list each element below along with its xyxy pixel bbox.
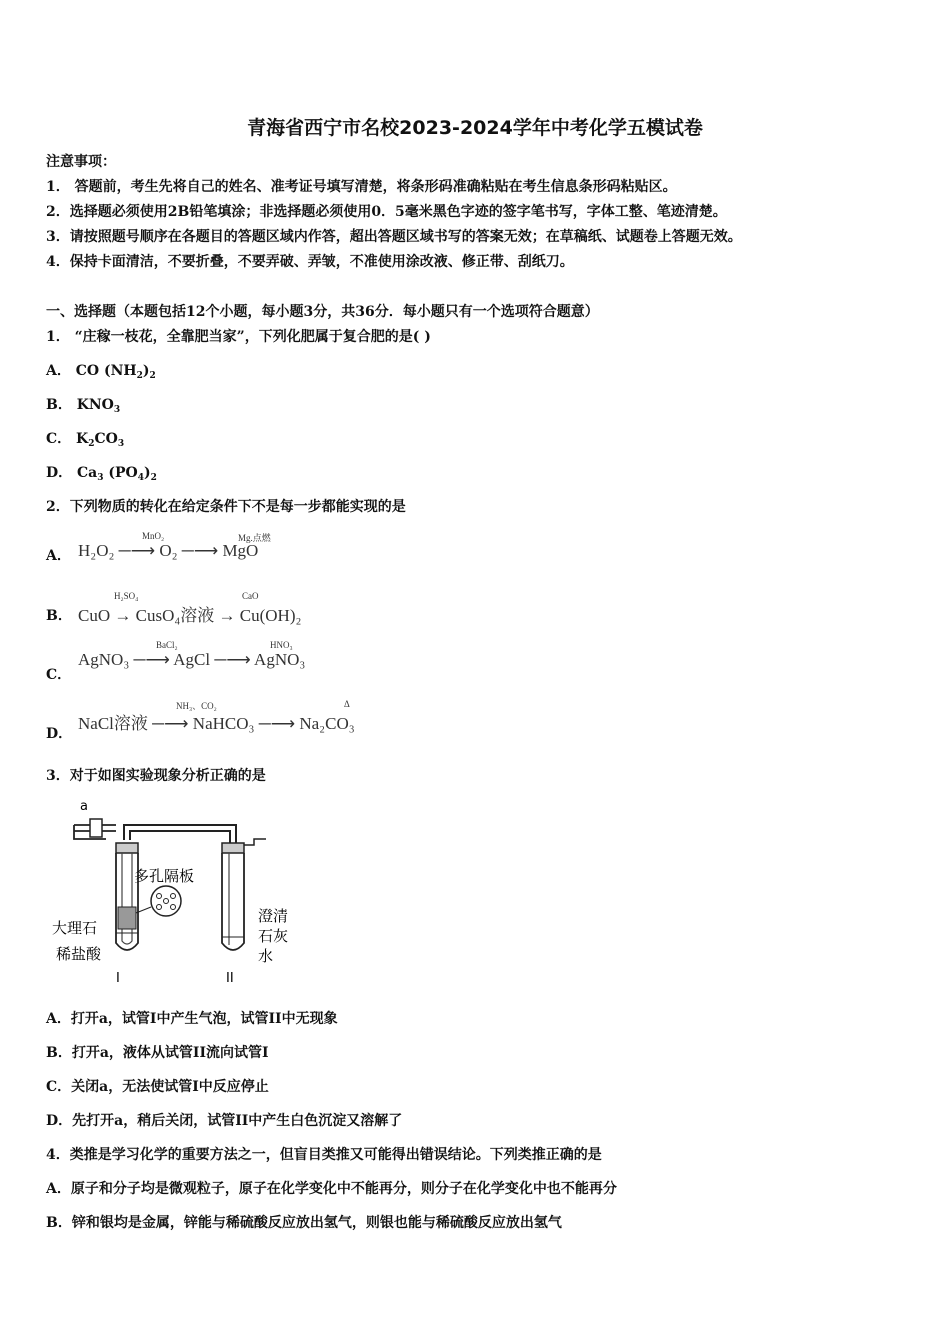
subscript: 2 [149, 371, 156, 381]
formula-part: (PO [103, 465, 138, 481]
q1-option-a [46, 362, 156, 385]
equation-text: NaCl溶液 ─⟶ NaHCO₃ ─⟶ Na₂CO₃ [78, 714, 355, 733]
marble-label: 大理石 [52, 919, 98, 937]
q4-option-b: B．锌和银均是金属，锌能与稀硫酸反应放出氢气，则银也能与稀硫酸反应放出氢气 [46, 1215, 562, 1231]
condition-1: NH₃、CO₂ [176, 701, 217, 711]
reaction-equation [78, 531, 271, 561]
option-label: C． [46, 667, 72, 683]
formula-part: Ca [77, 465, 98, 481]
option-label: B． [46, 608, 72, 624]
marble-pieces [118, 907, 136, 929]
subscript: 3 [117, 439, 125, 449]
notice-item-2: 2．选择题必须使用2B铅笔填涂；非选择题必须使用0．5毫米黑色字迹的签字笔书写，字体工整、笔迹清楚。 [46, 204, 727, 220]
porous-plate-zoom [151, 886, 181, 916]
tube-1-label: I [116, 971, 120, 986]
option-label: D． [46, 465, 73, 481]
equation-text: H₂O₂ ─⟶ O₂ ─⟶ MgO [78, 541, 259, 560]
formula-part: CO [94, 431, 118, 447]
equation-text: CuO → CusO₄溶液 → Cu(OH)₂ [78, 606, 302, 625]
q3-option-b: B．打开a，液体从试管II流向试管I [46, 1045, 269, 1061]
formula-part: K [76, 431, 89, 447]
lime-water-label-1: 澄清 [258, 907, 289, 925]
q1-option-d [46, 464, 157, 487]
subscript: 2 [136, 371, 143, 381]
tube-1-stopper [116, 843, 138, 853]
q2-stem: 2．下列物质的转化在给定条件下不是每一步都能实现的是 [46, 499, 406, 515]
option-label: A． [46, 548, 71, 564]
tube-2 [222, 853, 244, 950]
option-label: B． [46, 397, 72, 413]
subscript: 2 [88, 439, 95, 449]
condition-2: Mg.点燃 [238, 533, 271, 543]
section-heading: 一、选择题（本题包括12个小题，每小题3分，共36分．每小题只有一个选项符合题意） [46, 304, 599, 320]
option-label: A． [46, 363, 71, 379]
condition-1: MnO₂ [142, 531, 165, 541]
formula-part: ) [142, 363, 150, 379]
notice-item-1: 1． 答题前，考生先将自己的姓名、准考证号填写清楚，将条形码准确粘贴在考生信息条形码粘贴区。 [46, 179, 677, 195]
tube-2-stopper [222, 843, 244, 853]
condition-2: HNO₃ [270, 640, 293, 650]
q4-stem: 4．类推是学习化学的重要方法之一，但盲目类推又可能得出错误结论。下列类推正确的是 [46, 1147, 602, 1163]
q4-option-a: A．原子和分子均是微观粒子，原子在化学变化中不能再分，则分子在化学变化中也不能再分 [46, 1181, 617, 1197]
connecting-tube-inner [130, 831, 230, 843]
subscript: 3 [97, 473, 104, 483]
condition-2: CaO [242, 591, 259, 601]
notice-item-3: 3．请按照题号顺序在各题目的答题区域内作答，超出答题区域书写的答案无效；在草稿纸、试题卷上答题无效。 [46, 229, 742, 245]
lime-water-label-3: 水 [258, 947, 274, 965]
condition-1: H₂SO₄ [114, 591, 139, 601]
valve-clamp [90, 819, 102, 837]
subscript: 3 [113, 405, 121, 415]
connecting-tube [124, 825, 236, 843]
q3-option-c: C．关闭a，无法使试管I中反应停止 [46, 1079, 269, 1095]
formula-part: KNO [76, 397, 114, 413]
notice-heading: 注意事项： [46, 154, 116, 170]
q3-stem: 3．对于如图实验现象分析正确的是 [46, 768, 266, 784]
q3-option-d: D．先打开a，稍后关闭，试管II中产生白色沉淀又溶解了 [46, 1113, 403, 1129]
porous-plate-label: 多孔隔板 [134, 867, 195, 885]
formula-part: CO (NH [75, 363, 137, 379]
tube-2-label: II [226, 971, 234, 986]
condition-1: BaCl₂ [156, 640, 178, 650]
q3-option-a: A．打开a，试管I中产生气泡，试管II中无现象 [46, 1011, 338, 1027]
q1-stem: 1． “庄稼一枝花，全靠肥当家”，下列化肥属于复合肥的是( ) [46, 329, 431, 345]
tube-1-inner [122, 853, 132, 944]
subscript: 4 [137, 473, 144, 483]
reaction-equation [78, 591, 302, 626]
valve-label-a: a [80, 799, 88, 814]
notice-item-4: 4．保持卡面清洁，不要折叠，不要弄破、弄皱，不准使用涂改液、修正带、刮纸刀。 [46, 254, 574, 270]
outlet-pipe [244, 839, 266, 845]
option-label: D． [46, 726, 73, 742]
reaction-equation [78, 699, 355, 734]
condition-2: Δ [344, 699, 350, 709]
q1-option-b [46, 396, 120, 419]
subscript: 2 [150, 473, 157, 483]
q1-option-c [46, 430, 124, 453]
equation-text: AgNO₃ ─⟶ AgCl ─⟶ AgNO₃ [78, 650, 306, 669]
experiment-apparatus-figure [46, 795, 306, 990]
lime-water-label-2: 石灰 [258, 927, 289, 945]
acid-label: 稀盐酸 [56, 945, 102, 963]
option-label: C． [46, 431, 72, 447]
page-title: 青海省西宁市名校2023-2024学年中考化学五模试卷 [247, 117, 703, 139]
formula-part: ) [144, 465, 151, 481]
reaction-equation [78, 640, 306, 670]
